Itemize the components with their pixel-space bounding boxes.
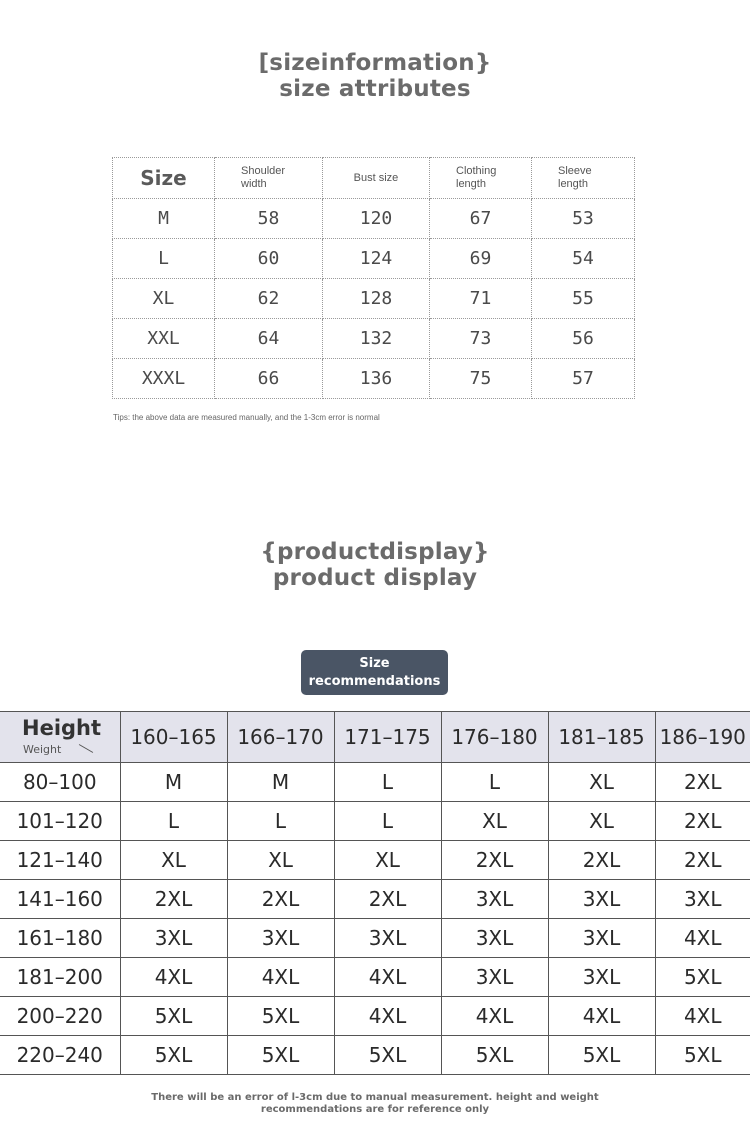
size-information-title xyxy=(0,50,750,102)
size-header-cell: Size xyxy=(113,158,215,199)
size-header-cell: Clothing length xyxy=(430,158,532,199)
recommended-size-cell: 4XL xyxy=(334,958,441,997)
recommended-size-cell: 2XL xyxy=(655,763,750,802)
recommended-size-cell: 2XL xyxy=(334,880,441,919)
measurement-cell: 69 xyxy=(430,239,532,279)
size-attributes-table xyxy=(112,157,635,399)
height-range-cell: 166–170 xyxy=(227,712,334,763)
recommended-size-cell: 4XL xyxy=(548,997,655,1036)
recommended-size-cell: 4XL xyxy=(334,997,441,1036)
weight-range-cell: 161–180 xyxy=(0,919,120,958)
recommended-size-cell: 2XL xyxy=(120,880,227,919)
table-row xyxy=(0,880,750,919)
recommended-size-cell: L xyxy=(334,763,441,802)
weight-range-cell: 121–140 xyxy=(0,841,120,880)
title-line-2: product display xyxy=(272,565,478,591)
measurement-cell: 56 xyxy=(532,319,635,359)
recommended-size-cell: L xyxy=(227,802,334,841)
corner-divider xyxy=(79,744,93,753)
measurement-cell: 120 xyxy=(323,199,430,239)
measurement-cell: 58 xyxy=(215,199,323,239)
measurement-cell: 124 xyxy=(323,239,430,279)
measurement-cell: 73 xyxy=(430,319,532,359)
size-label-cell: XL xyxy=(113,279,215,319)
height-range-cell: 176–180 xyxy=(441,712,548,763)
recommended-size-cell: 5XL xyxy=(655,958,750,997)
size-header-cell: Shoulder width xyxy=(215,158,323,199)
size-recommendation-table xyxy=(0,711,750,1075)
measurement-cell: 62 xyxy=(215,279,323,319)
recommended-size-cell: XL xyxy=(120,841,227,880)
recommended-size-cell: 5XL xyxy=(548,1036,655,1075)
title-line-2: size attributes xyxy=(279,76,471,102)
recommended-size-cell: M xyxy=(227,763,334,802)
table-row xyxy=(113,279,635,319)
reference-note xyxy=(0,1092,750,1116)
table-row xyxy=(0,1036,750,1075)
label-line-2: recommendations xyxy=(308,673,441,689)
recommended-size-cell: 4XL xyxy=(655,997,750,1036)
size-header-cell: Bust size xyxy=(323,158,430,199)
recommended-size-cell: 4XL xyxy=(120,958,227,997)
weight-range-cell: 200–220 xyxy=(0,997,120,1036)
weight-range-cell: 141–160 xyxy=(0,880,120,919)
size-label-cell: L xyxy=(113,239,215,279)
recommended-size-cell: 5XL xyxy=(334,1036,441,1075)
recommended-size-cell: L xyxy=(120,802,227,841)
product-display-title xyxy=(0,539,750,591)
recommended-size-cell: 2XL xyxy=(548,841,655,880)
recommended-size-cell: XL xyxy=(334,841,441,880)
measurement-cell: 66 xyxy=(215,359,323,399)
label-line-1: Size xyxy=(359,655,390,671)
recommended-size-cell: 5XL xyxy=(655,1036,750,1075)
measurement-tip: Tips: the above data are measured manually, and the 1-3cm error is normal xyxy=(113,413,380,422)
table-row xyxy=(0,763,750,802)
recommended-size-cell: 5XL xyxy=(120,997,227,1036)
recommended-size-cell: 3XL xyxy=(227,919,334,958)
recommended-size-cell: 3XL xyxy=(120,919,227,958)
table-row xyxy=(113,199,635,239)
measurement-cell: 53 xyxy=(532,199,635,239)
height-range-cell: 181–185 xyxy=(548,712,655,763)
size-recommendations-label xyxy=(301,650,448,695)
recommended-size-cell: XL xyxy=(227,841,334,880)
measurement-cell: 75 xyxy=(430,359,532,399)
recommended-size-cell: 5XL xyxy=(227,1036,334,1075)
measurement-cell: 54 xyxy=(532,239,635,279)
recommended-size-cell: 3XL xyxy=(334,919,441,958)
recommended-size-cell: 5XL xyxy=(441,1036,548,1075)
title-line-1: [sizeinformation} xyxy=(258,50,492,76)
recommended-size-cell: M xyxy=(120,763,227,802)
note-line-1: There will be an error of l-3cm due to manual measurement. height and weight xyxy=(151,1092,599,1103)
corner-weight-label: Weight xyxy=(23,743,62,756)
size-label-cell: XXL xyxy=(113,319,215,359)
measurement-cell: 55 xyxy=(532,279,635,319)
note-line-2: recommendations are for reference only xyxy=(260,1104,490,1115)
recommended-size-cell: 4XL xyxy=(441,997,548,1036)
recommended-size-cell: 2XL xyxy=(655,841,750,880)
measurement-cell: 132 xyxy=(323,319,430,359)
recommended-size-cell: 3XL xyxy=(655,880,750,919)
measurement-cell: 60 xyxy=(215,239,323,279)
height-weight-corner xyxy=(0,712,120,763)
height-header-row xyxy=(0,712,750,763)
recommended-size-cell: 2XL xyxy=(227,880,334,919)
recommended-size-cell: 5XL xyxy=(120,1036,227,1075)
weight-range-cell: 101–120 xyxy=(0,802,120,841)
recommended-size-cell: 3XL xyxy=(441,958,548,997)
recommended-size-cell: 2XL xyxy=(655,802,750,841)
table-row xyxy=(0,802,750,841)
measurement-cell: 128 xyxy=(323,279,430,319)
table-row xyxy=(113,319,635,359)
recommended-size-cell: L xyxy=(441,763,548,802)
title-line-1: {productdisplay} xyxy=(260,539,490,565)
recommended-size-cell: XL xyxy=(441,802,548,841)
height-range-cell: 160–165 xyxy=(120,712,227,763)
weight-range-cell: 181–200 xyxy=(0,958,120,997)
recommended-size-cell: 3XL xyxy=(548,958,655,997)
weight-range-cell: 80–100 xyxy=(0,763,120,802)
recommended-size-cell: 4XL xyxy=(227,958,334,997)
size-header-row xyxy=(113,158,635,199)
size-label-cell: M xyxy=(113,199,215,239)
corner-height-label: Height xyxy=(22,716,102,740)
height-range-cell: 186–190 xyxy=(655,712,750,763)
recommended-size-cell: L xyxy=(334,802,441,841)
weight-range-cell: 220–240 xyxy=(0,1036,120,1075)
recommended-size-cell: 3XL xyxy=(548,919,655,958)
recommended-size-cell: 2XL xyxy=(441,841,548,880)
recommended-size-cell: XL xyxy=(548,802,655,841)
recommended-size-cell: 3XL xyxy=(548,880,655,919)
measurement-cell: 64 xyxy=(215,319,323,359)
size-label-cell: XXXL xyxy=(113,359,215,399)
measurement-cell: 57 xyxy=(532,359,635,399)
measurement-cell: 67 xyxy=(430,199,532,239)
table-row xyxy=(113,359,635,399)
table-row xyxy=(0,919,750,958)
measurement-cell: 136 xyxy=(323,359,430,399)
table-row xyxy=(0,958,750,997)
recommended-size-cell: XL xyxy=(548,763,655,802)
recommended-size-cell: 3XL xyxy=(441,880,548,919)
table-row xyxy=(0,997,750,1036)
recommended-size-cell: 4XL xyxy=(655,919,750,958)
recommended-size-cell: 5XL xyxy=(227,997,334,1036)
size-header-cell: Sleeve length xyxy=(532,158,635,199)
height-range-cell: 171–175 xyxy=(334,712,441,763)
table-row xyxy=(113,239,635,279)
recommended-size-cell: 3XL xyxy=(441,919,548,958)
table-row xyxy=(0,841,750,880)
measurement-cell: 71 xyxy=(430,279,532,319)
